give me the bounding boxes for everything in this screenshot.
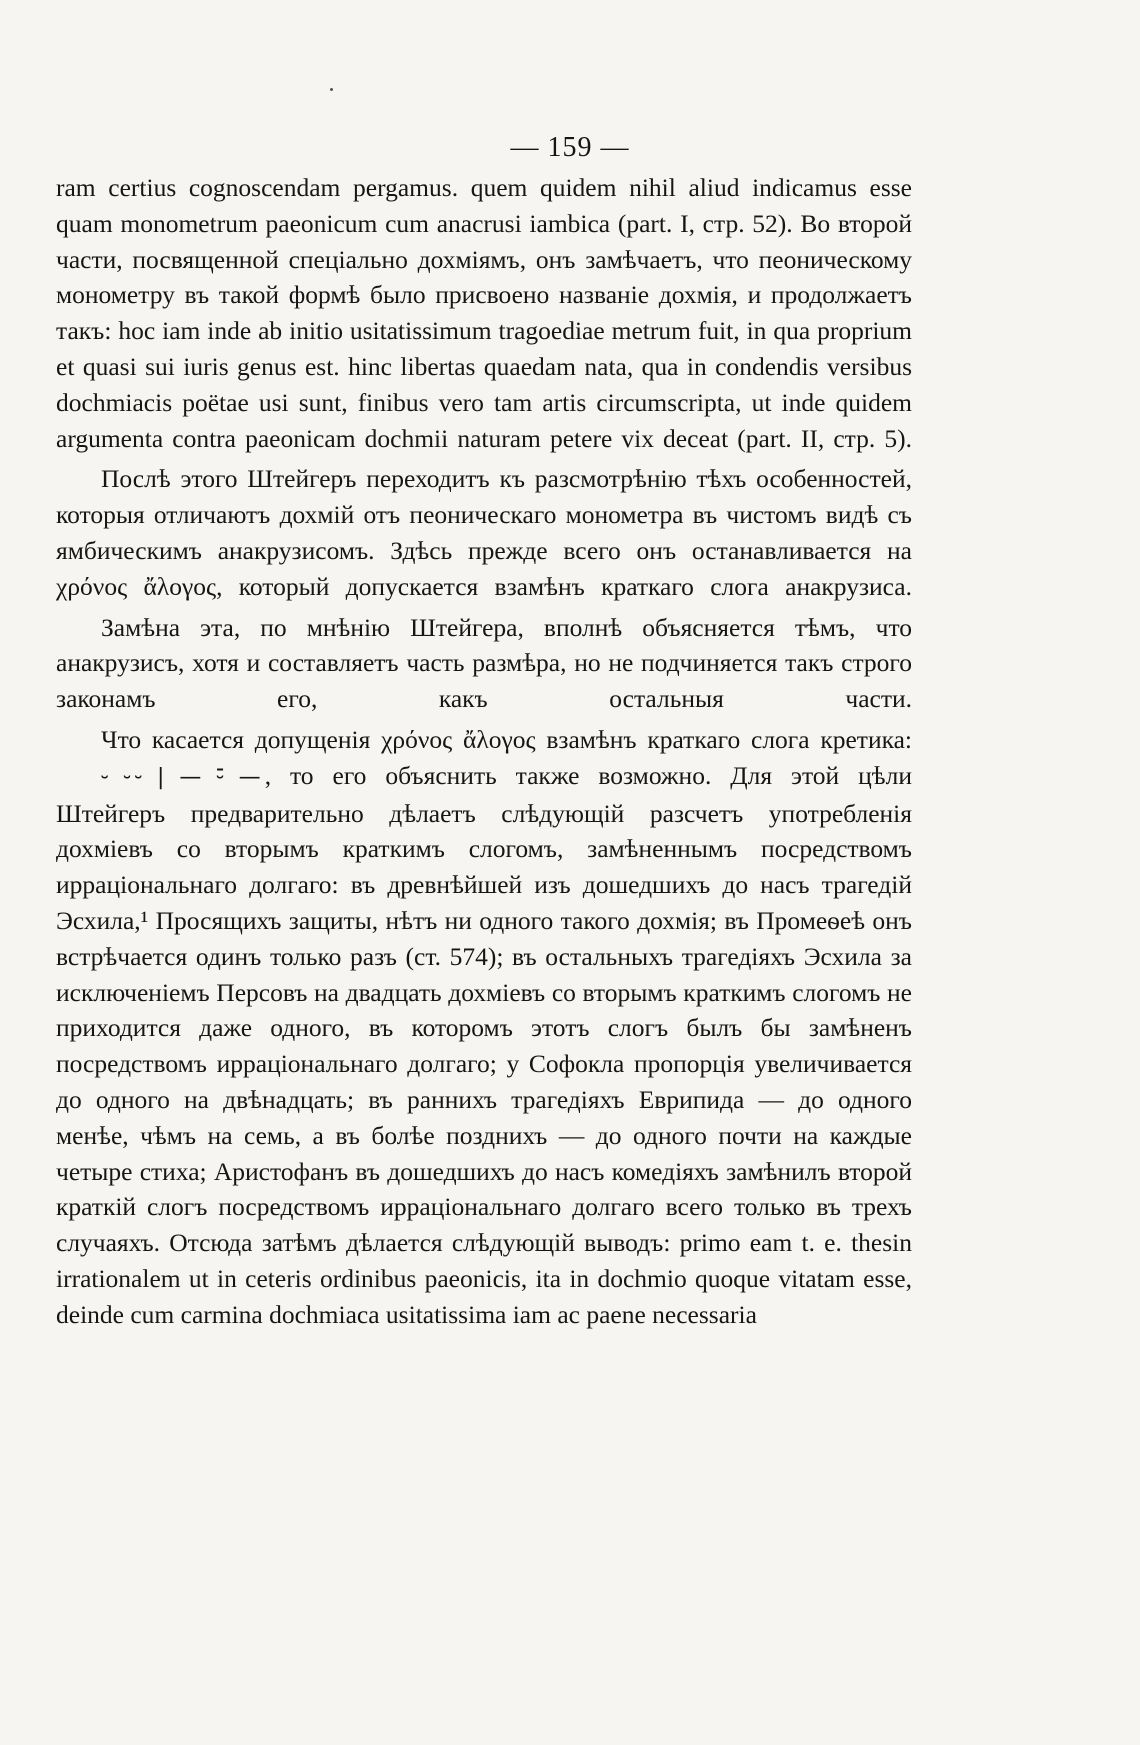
paragraph-chronos-alogos: [56, 722, 912, 1333]
paragraph-anacrusis: Замѣна эта, по мнѣнію Штейгера, вполнѣ объясняется тѣмъ, что анакрузисъ, хотя и составляетъ часть размѣра, но не подчиняется такъ строго законамъ его, какъ остальныя части.: [56, 612, 912, 714]
paragraph-main-text: , то его объяснить также возможно. Для этой цѣли Штейгеръ предварительно дѣлаетъ слѣдующій разсчетъ употребленія дохміевъ со вторымъ краткимъ слогомъ, замѣненнымъ посредствомъ ирраціональнаго долгаго: въ древнѣйшей изъ дошедшихъ до насъ трагедій Эсхила,¹ Просящихъ защиты, нѣтъ ни одного такого дохмія; въ Промеѳеѣ онъ встрѣчается одинъ только разъ (ст. 574); въ остальныхъ трагедіяхъ Эсхила за исключеніемъ Персовъ на двадцать дохміевъ со вторымъ краткимъ слогомъ не приходится даже одного, въ которомъ этотъ слогъ былъ бы замѣненъ посредствомъ ирраціональнаго долгаго; у Софокла пропорція увеличивается до одного на двѣнадцать; въ раннихъ трагедіяхъ Еврипида — до одного менѣе, чѣмъ на семь, а въ болѣе позднихъ — до одного почти на каждые четыре стиха; Аристофанъ въ дошедшихъ до насъ комедіяхъ замѣнилъ второй краткій слогъ посредствомъ ирраціональнаго долгаго всего только въ трехъ случаяхъ. Отсюда затѣмъ дѣлается слѣдующій выводъ: primo eam t. e. thesin irrationalem ut in ceteris ordinibus paeonicis, ita in dochmio quoque vitatam esse, deinde cum carmina dochmiaca usitatissima iam ac paene necessaria: [56, 760, 912, 1329]
body-text: [56, 170, 912, 1338]
paragraph-steiger-transition: Послѣ этого Штейгеръ переходитъ къ разсмотрѣнію тѣхъ особенностей, которыя отличаютъ дохмій отъ пеоническаго монометра въ чистомъ видѣ съ ямбическимъ анакрузисомъ. Здѣсь прежде всего онъ останавливается на χρόνος ἄλογος, который допускается взамѣнъ краткаго слога анакрузиса.: [56, 464, 912, 601]
paragraph-lead-text: Что касается допущенія χρόνος ἄλογος взамѣнъ краткаго слога кретика:: [101, 724, 912, 754]
print-speck: [330, 88, 333, 91]
page-number: — 159 —: [510, 132, 630, 163]
metrical-scheme: ⏑ ⏑⏑ | — ⏑̄ —: [101, 764, 265, 790]
paragraph-continuation: ram certius cognoscendam pergamus. quem quidem nihil aliud indicamus esse quam monometrum paeonicum cum anacrusi iambica (part. I, стр. 52). Во второй части, посвященной спеціально дохміямъ, онъ замѣчаетъ, что пеоническому монометру въ такой формѣ было присвоено названіе дохмія, и продолжаетъ такъ: hoc iam inde ab initio usitatissimum tragoediae metrum fuit, in qua proprium et quasi sui iuris genus est. hinc libertas quaedam nata, qua in condendis versibus dochmiacis poëtae usi sunt, finibus vero tam artis circumscripta, ut inde quidem argumenta contra paeonicam dochmii naturam petere vix deceat (part. II, стр. 5).: [56, 173, 912, 453]
